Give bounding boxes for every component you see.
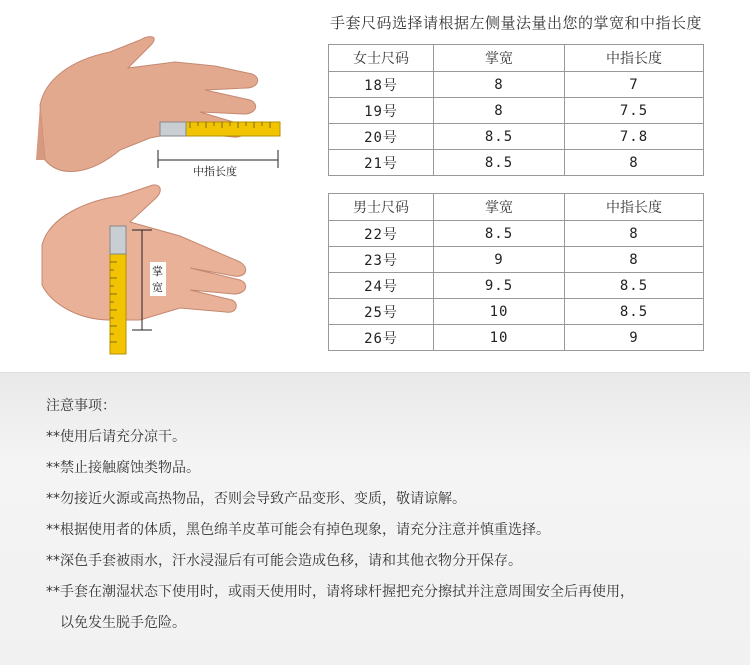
- finger-length-cell: 9: [565, 325, 704, 351]
- finger-length-cell: 8: [565, 221, 704, 247]
- note-item: **使用后请充分凉干。: [46, 429, 186, 445]
- palm-width-cell: 8.5: [434, 150, 565, 176]
- size-cell: 23号: [329, 247, 434, 273]
- header-cell: 中指长度: [565, 194, 704, 221]
- finger-length-cell: 7: [565, 72, 704, 98]
- size-cell: 26号: [329, 325, 434, 351]
- hand-palm-measure-image: [42, 185, 246, 354]
- table-header-row: [329, 194, 704, 221]
- header-cell: 掌宽: [434, 194, 565, 221]
- size-cell: 20号: [329, 124, 434, 150]
- palm-width-cell: 9.5: [434, 273, 565, 299]
- note-item: **勿接近火源或高热物品，否则会导致产品变形、变质，敬请谅解。: [46, 491, 466, 507]
- finger-length-cell: 7.5: [565, 98, 704, 124]
- palm-width-label-2: 宽: [152, 281, 163, 294]
- note-item: **根据使用者的体质，黑色绵羊皮革可能会有掉色现象，请充分注意并慎重选择。: [46, 522, 550, 538]
- table-row: [329, 150, 704, 176]
- header-cell: 中指长度: [565, 45, 704, 72]
- table-row: [329, 325, 704, 351]
- note-item: **禁止接触腐蚀类物品。: [46, 460, 200, 476]
- palm-width-label-1: 掌: [152, 265, 163, 278]
- size-cell: 24号: [329, 273, 434, 299]
- table-row: [329, 247, 704, 273]
- hand-measurement-illustration: [0, 0, 330, 372]
- page-title: 手套尺码选择请根据左侧量法量出您的掌宽和中指长度: [330, 14, 703, 32]
- size-cell: 25号: [329, 299, 434, 325]
- finger-length-cell: 8: [565, 150, 704, 176]
- palm-width-cell: 8.5: [434, 221, 565, 247]
- size-cell: 22号: [329, 221, 434, 247]
- note-item: **深色手套被雨水，汗水浸湿后有可能会造成色移，请和其他衣物分开保存。: [46, 553, 522, 569]
- size-cell: 19号: [329, 98, 434, 124]
- palm-width-cell: 8: [434, 98, 565, 124]
- care-notes: [46, 395, 634, 643]
- palm-width-cell: 10: [434, 325, 565, 351]
- women-size-table: [328, 44, 704, 176]
- finger-length-cell: 8.5: [565, 299, 704, 325]
- notes-heading: 注意事项：: [46, 398, 116, 414]
- size-cell: 21号: [329, 150, 434, 176]
- palm-width-cell: 8.5: [434, 124, 565, 150]
- table-header-row: [329, 45, 704, 72]
- men-size-table: [328, 193, 704, 351]
- size-cell: 18号: [329, 72, 434, 98]
- finger-length-cell: 8: [565, 247, 704, 273]
- palm-width-cell: 10: [434, 299, 565, 325]
- palm-width-cell: 8: [434, 72, 565, 98]
- table-row: [329, 124, 704, 150]
- table-row: [329, 299, 704, 325]
- table-row: [329, 221, 704, 247]
- palm-width-cell: 9: [434, 247, 565, 273]
- hand-finger-measure-image: [36, 37, 280, 172]
- header-cell: 掌宽: [434, 45, 565, 72]
- header-cell: 男士尺码: [329, 194, 434, 221]
- table-row: [329, 98, 704, 124]
- table-row: [329, 273, 704, 299]
- note-item: **手套在潮湿状态下使用时，或雨天使用时，请将球杆握把充分擦拭并注意周围安全后再使用，: [46, 584, 634, 600]
- finger-length-cell: 7.8: [565, 124, 704, 150]
- finger-length-cell: 8.5: [565, 273, 704, 299]
- table-row: [329, 72, 704, 98]
- note-item-continuation: 以免发生脱手危险。: [60, 615, 186, 631]
- header-cell: 女士尺码: [329, 45, 434, 72]
- finger-length-label: 中指长度: [193, 165, 237, 178]
